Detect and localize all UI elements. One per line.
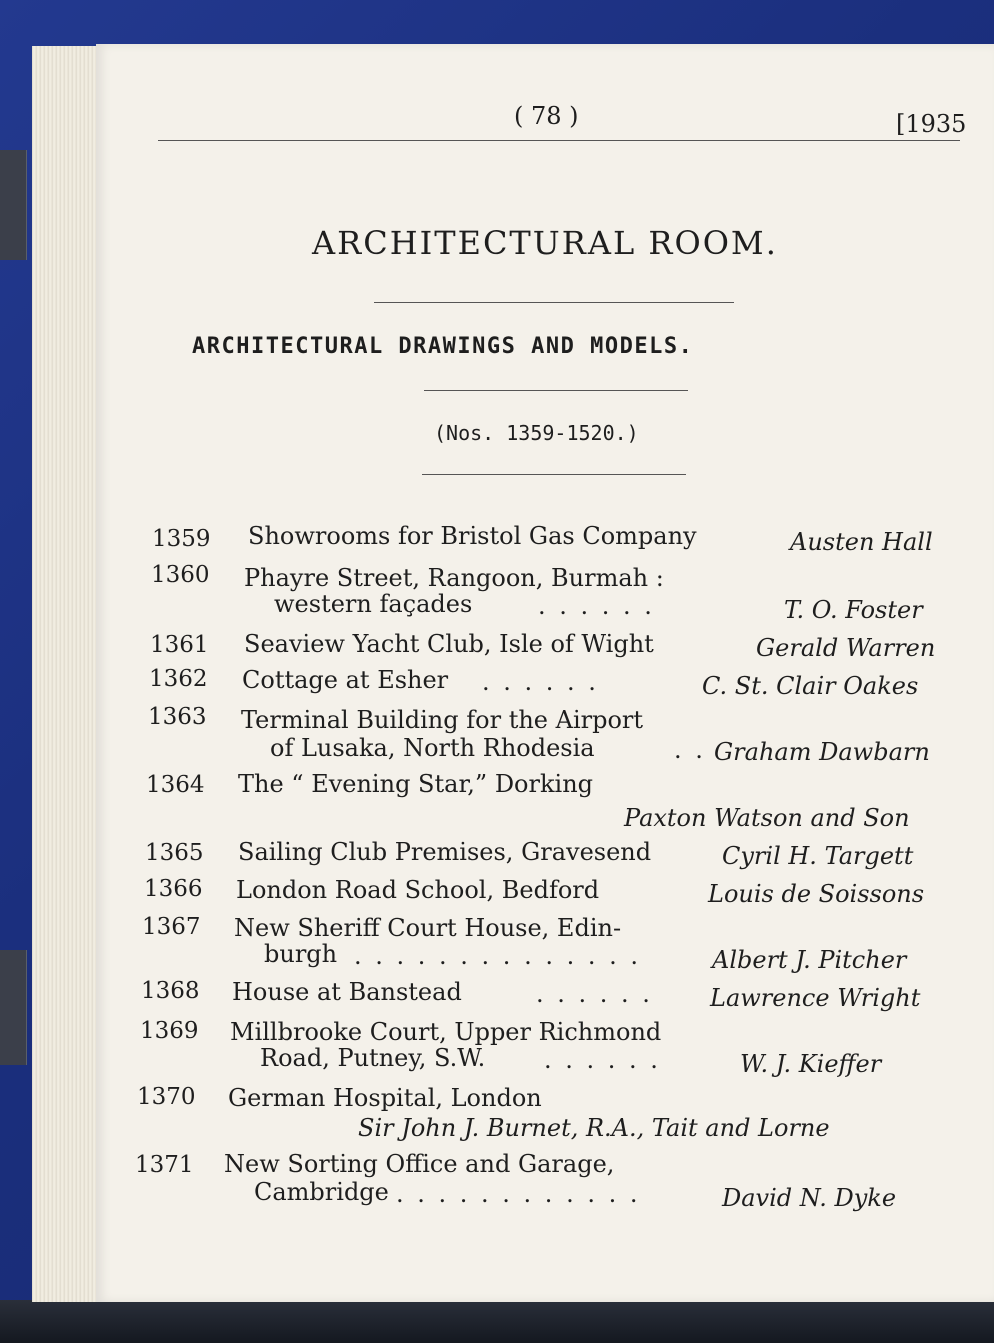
entry-number: 1365 [145, 840, 204, 866]
entry-architect: Graham Dawbarn [714, 738, 930, 766]
entry-architect: Louis de Soissons [708, 880, 925, 908]
entry-title-continued: of Lusaka, North Rhodesia [270, 734, 595, 762]
entry-title: New Sorting Office and Garage, [224, 1150, 615, 1178]
dot-leader: . . . . . . [536, 980, 653, 1008]
entry-number: 1367 [142, 914, 201, 940]
year-mark: [1935 [896, 110, 967, 138]
dot-leader: . . . . . . . . . . . . . . [354, 942, 641, 970]
entry-title-continued: burgh [264, 940, 338, 968]
entry-title-continued: western façades [274, 590, 473, 618]
entry-title-continued: Cambridge [254, 1178, 389, 1206]
title-rule [374, 302, 734, 303]
range-rule [422, 474, 686, 475]
entry-architect: W. J. Kieffer [740, 1050, 882, 1078]
dot-leader: . . . . . . [538, 592, 655, 620]
entry-number: 1364 [146, 772, 205, 798]
entry-architect: Sir John J. Burnet, R.A., Tait and Lorne [358, 1114, 830, 1142]
dot-leader: . . [674, 736, 706, 764]
book-page [96, 44, 994, 1302]
entry-number: 1370 [137, 1084, 196, 1110]
binding-tape [0, 150, 27, 260]
entry-title: Sailing Club Premises, Gravesend [238, 838, 652, 866]
number-range: (Nos. 1359-1520.) [434, 421, 639, 445]
subtitle-rule [424, 390, 688, 391]
entry-title: Cottage at Esher [242, 666, 449, 694]
entry-title: Seaview Yacht Club, Isle of Wight [244, 630, 654, 658]
entry-architect: David N. Dyke [722, 1184, 897, 1212]
dot-leader: . . . . . . . . . . . . [396, 1180, 641, 1208]
entry-title: German Hospital, London [228, 1084, 542, 1112]
entry-title: Millbrooke Court, Upper Richmond [230, 1018, 662, 1046]
entry-architect: Paxton Watson and Son [624, 804, 910, 832]
entry-title: Terminal Building for the Airport [241, 706, 644, 734]
entry-number: 1369 [140, 1018, 199, 1044]
entry-title: New Sheriff Court House, Edin- [234, 914, 622, 942]
entry-title: Phayre Street, Rangoon, Burmah : [244, 564, 664, 592]
table-surface [0, 1300, 994, 1343]
dot-leader: . . . . . . [544, 1046, 661, 1074]
entry-title: The “ Evening Star,” Dorking [238, 770, 594, 798]
entry-title: London Road School, Bedford [236, 876, 600, 904]
entry-title: House at Banstead [232, 978, 462, 1006]
entry-architect: Cyril H. Targett [722, 842, 914, 870]
entry-number: 1368 [141, 978, 200, 1004]
entry-number: 1359 [152, 526, 211, 552]
binding-tape [0, 950, 27, 1065]
entry-title: Showrooms for Bristol Gas Company [248, 522, 697, 550]
entry-architect: Gerald Warren [756, 634, 936, 662]
section-title: ARCHITECTURAL ROOM. [312, 224, 778, 262]
entry-architect: C. St. Clair Oakes [702, 672, 919, 700]
entry-architect: T. O. Foster [784, 596, 923, 624]
entry-title-continued: Road, Putney, S.W. [260, 1044, 486, 1072]
subsection-title: ARCHITECTURAL DRAWINGS AND MODELS. [192, 334, 694, 359]
entry-architect: Lawrence Wright [710, 984, 921, 1012]
entry-architect: Austen Hall [790, 528, 933, 556]
entry-architect: Albert J. Pitcher [712, 946, 907, 974]
entry-number: 1363 [148, 704, 207, 730]
header-rule [158, 140, 960, 141]
dot-leader: . . . . . . [482, 668, 599, 696]
page-number: ( 78 ) [514, 102, 579, 130]
entry-number: 1360 [151, 562, 210, 588]
entry-number: 1366 [144, 876, 203, 902]
entry-number: 1362 [149, 666, 208, 692]
entry-number: 1361 [150, 632, 209, 658]
entry-number: 1371 [135, 1152, 194, 1178]
